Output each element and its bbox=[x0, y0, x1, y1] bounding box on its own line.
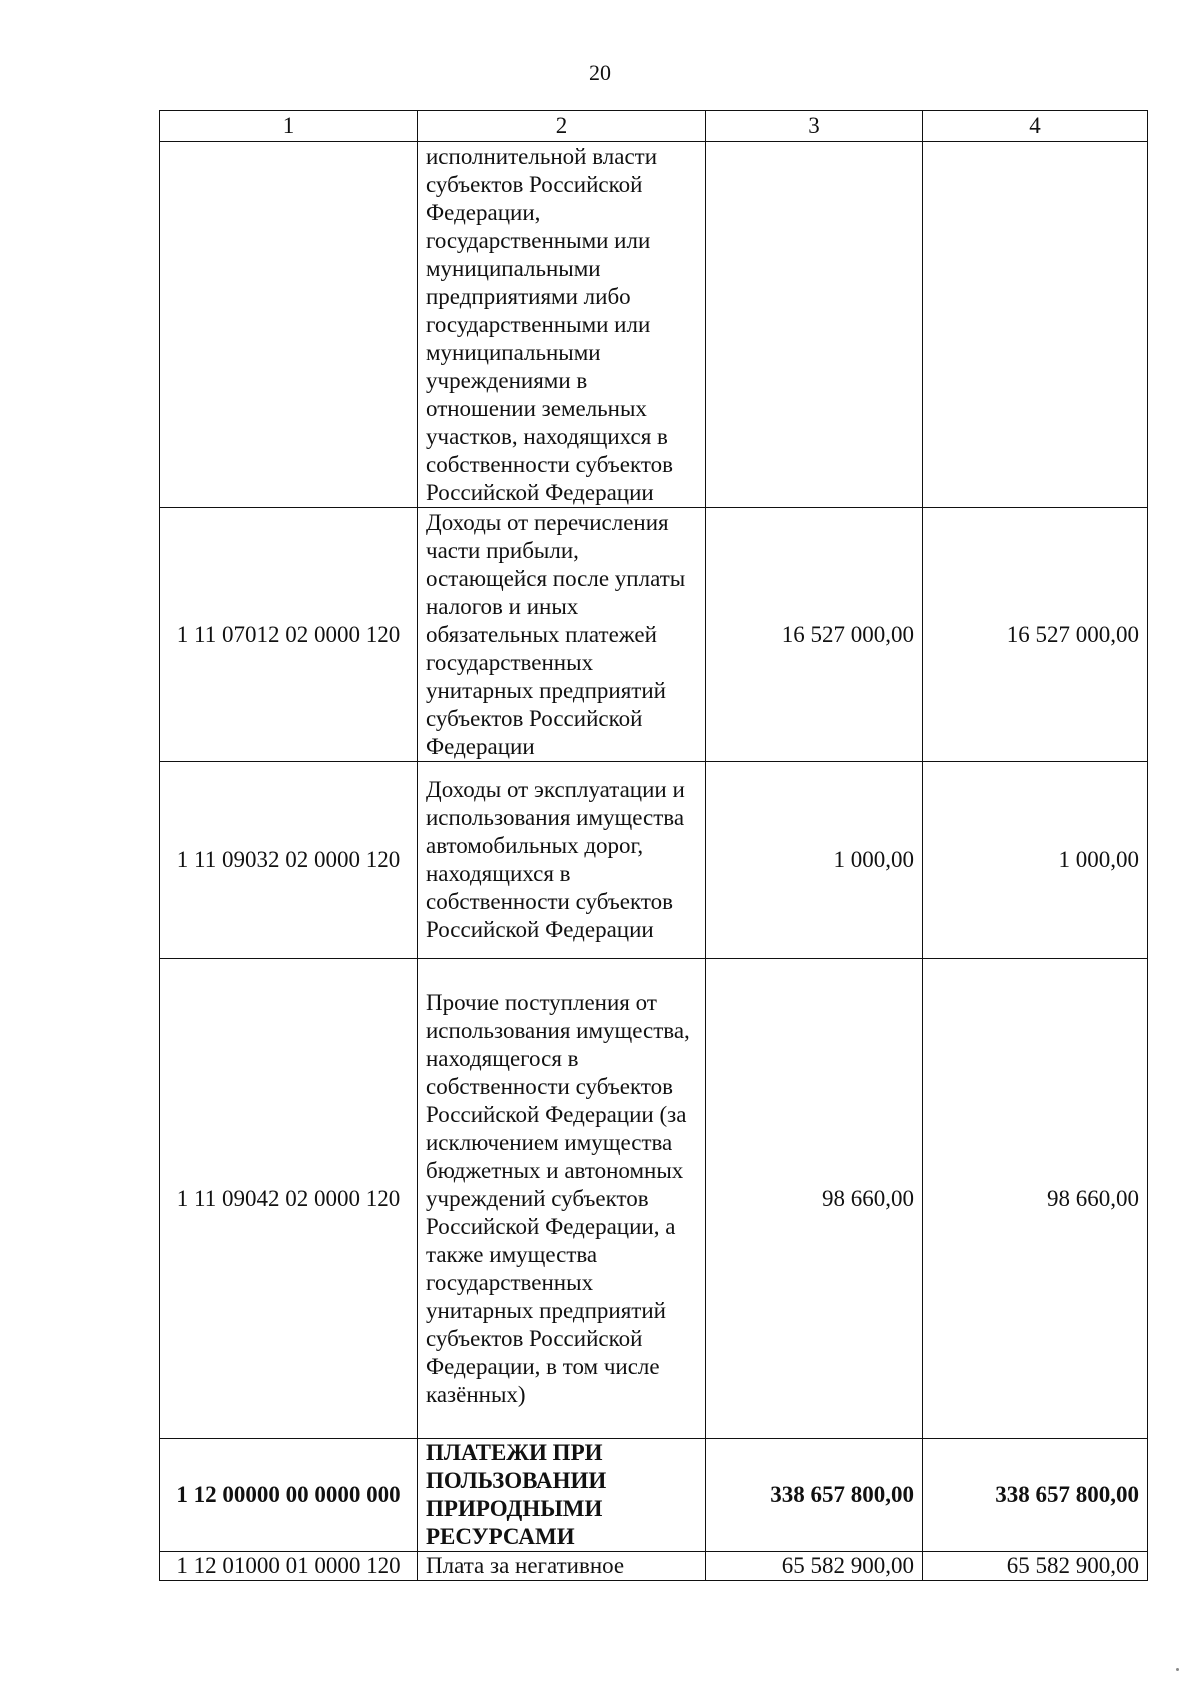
row-amount-col4 bbox=[923, 142, 1148, 508]
row-amount-col3: 65 582 900,00 bbox=[706, 1552, 923, 1581]
row-amount-col3 bbox=[706, 142, 923, 508]
table-row bbox=[160, 508, 1148, 762]
table-row bbox=[160, 762, 1148, 959]
header-col-4: 4 bbox=[923, 111, 1148, 142]
row-code: 1 12 00000 00 0000 000 bbox=[160, 1439, 418, 1552]
row-name: Доходы от перечисления части прибыли, остающейся после уплаты налогов и иных обязательных платежей государственных унитарных предприятий субъектов Российской Федерации bbox=[418, 508, 706, 762]
revenue-table bbox=[159, 110, 1148, 1581]
header-col-3: 3 bbox=[706, 111, 923, 142]
header-col-2: 2 bbox=[418, 111, 706, 142]
scan-speck bbox=[1176, 1668, 1179, 1671]
row-code: 1 12 01000 01 0000 120 bbox=[160, 1552, 418, 1581]
row-amount-col3: 1 000,00 bbox=[706, 762, 923, 959]
table-row bbox=[160, 142, 1148, 508]
page-number: 20 bbox=[589, 60, 611, 85]
row-code: 1 11 07012 02 0000 120 bbox=[160, 508, 418, 762]
row-name: исполнительной власти субъектов Российской Федерации, государственными или муниципальными предприятиями либо государственными или муниципальными учреждениями в отношении земельных участков, находящихся в собственности субъектов Российской Федерации bbox=[418, 142, 706, 508]
row-code: 1 11 09032 02 0000 120 bbox=[160, 762, 418, 959]
header-col-1: 1 bbox=[160, 111, 418, 142]
row-amount-col4: 65 582 900,00 bbox=[923, 1552, 1148, 1581]
row-amount-col4: 338 657 800,00 bbox=[923, 1439, 1148, 1552]
table-row bbox=[160, 959, 1148, 1439]
row-name: Доходы от эксплуатации и использования имущества автомобильных дорог, находящихся в собственности субъектов Российской Федерации bbox=[418, 762, 706, 959]
row-code: 1 11 09042 02 0000 120 bbox=[160, 959, 418, 1439]
row-name: Плата за негативное bbox=[418, 1552, 706, 1581]
row-amount-col4: 98 660,00 bbox=[923, 959, 1148, 1439]
table-row bbox=[160, 1552, 1148, 1581]
row-name: Прочие поступления от использования имущества, находящегося в собственности субъектов Российской Федерации (за исключением имущества бюджетных и автономных учреждений субъектов Российской Федерации, а также имущества государственных унитарных предприятий субъектов Российской Федерации, в том числе казённых) bbox=[418, 959, 706, 1439]
row-amount-col4: 16 527 000,00 bbox=[923, 508, 1148, 762]
table-header-row bbox=[160, 111, 1148, 142]
row-amount-col3: 98 660,00 bbox=[706, 959, 923, 1439]
row-name: ПЛАТЕЖИ ПРИ ПОЛЬЗОВАНИИ ПРИРОДНЫМИ РЕСУРСАМИ bbox=[418, 1439, 706, 1552]
table-row-section-total bbox=[160, 1439, 1148, 1552]
row-amount-col4: 1 000,00 bbox=[923, 762, 1148, 959]
row-code bbox=[160, 142, 418, 508]
row-amount-col3: 16 527 000,00 bbox=[706, 508, 923, 762]
row-amount-col3: 338 657 800,00 bbox=[706, 1439, 923, 1552]
